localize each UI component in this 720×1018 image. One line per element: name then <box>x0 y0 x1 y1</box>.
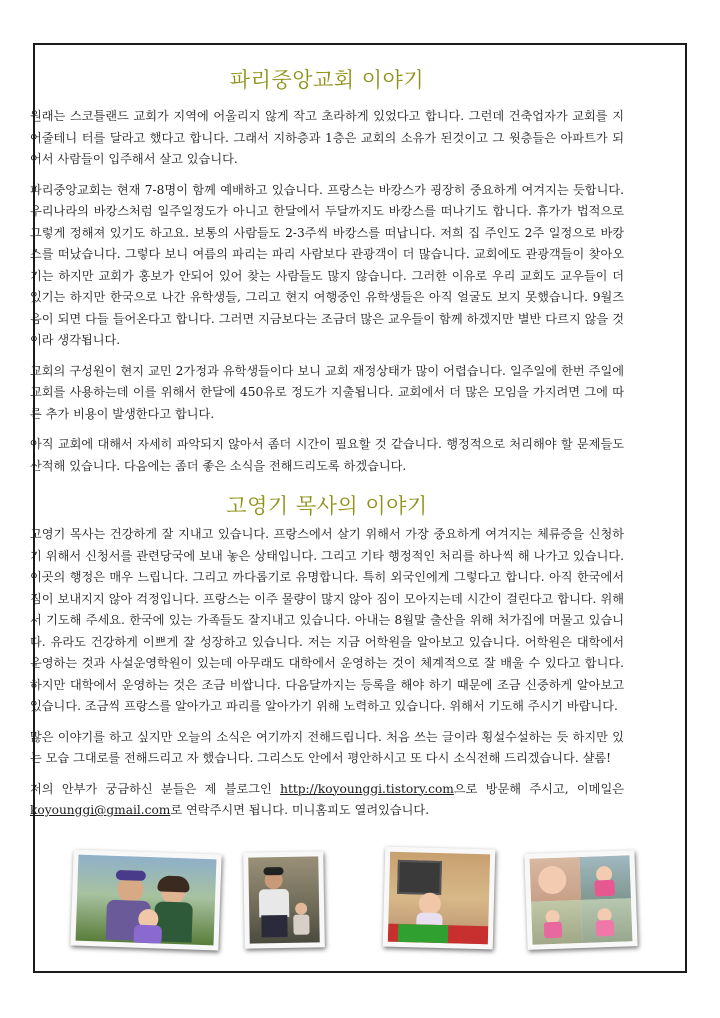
church-story-title: 파리중앙교회 이야기 <box>229 68 425 92</box>
contact-text-3: 로 연락주시면 됩니다. 미니홈피도 열려있습니다. <box>170 803 430 817</box>
baby-collage-photo <box>524 850 637 950</box>
contact-text-1: 저의 안부가 궁금하신 분들은 제 블로그인 <box>30 781 281 796</box>
church-story-paragraph: 원래는 스코틀랜드 교회가 지역에 어울리지 않게 작고 초라하게 있었다고 합니다. 그런데 건축업자가 교회를 지어줄테니 터를 달라고 했다고 합니다. 그래서 지하층과 1층은 교회의 소유가 된것이고 그 윗층들은 아파트가 되어서 사람들이 입주해서 살고 있습니다. <box>30 109 624 166</box>
family-photo <box>70 849 221 950</box>
pastor-story-section <box>30 490 624 831</box>
church-story-paragraph: 교회의 구성원이 현지 교민 2가정과 유학생들이다 보니 교회 재정상태가 많이 어렵습니다. 일주일에 한번 주일에 교회를 사용하는데 이를 위해서 한달에 450유로 정도가 지출됩니다. 교회에서 더 많은 모임을 가지려면 그에 따른 추가 비용이 발생한다고 합니다. <box>30 363 624 421</box>
contact-text-2: 으로 방문해 주시고, 이메일은 <box>453 781 625 796</box>
baby-indoors-photo <box>383 847 496 950</box>
blog-link[interactable]: http://koyounggi.tistory.com <box>280 781 454 796</box>
pastor-story-paragraph: 고영기 목사는 건강하게 잘 지내고 있습니다. 프랑스에서 살기 위해서 가장 중요하게 여겨지는 체류증을 신청하기 위해서 신청서를 관련당국에 보내 놓은 상태입니다. 그리고 기타 행정적인 처리를 하나씩 해 나가고 있습니다. 이곳의 행정은 매우 느립니다. 그리고 까다롭기로 유명합니다. 특히 외국인에게 그렇다고 합니다. 아직 한국에서 짐이 보내지지 않아 걱정입니다. 프랑스는 이주 물량이 많지 않아 짐이 모아지는데 시간이 걸린다고 합니다. 위해서 기도해 주세요. 한국에 있는 가족들도 잘지내고 있습니다. 아내는 8월말 출산을 위해 처가집에 머물고 있습니다. 유라도 건강하게 이쁘게 잘 성장하고 있습니다. 저는 지금 어학원을 알아보고 있습니다. 어학원은 대학에서 운영하는 것과 사설운영학원이 있는데 아무래도 대학에서 운영하는 것이 체계적으로 잘 배울 수 있다고 합니다. 하지만 대학에서 운영하는 것은 조금 비쌉니다. 다음달까지는 등록을 해야 하기 때문에 조금 신중하게 알아보고 있습니다. 조금씩 프랑스를 알아가고 파리를 알아가기 위해 노력하고 있습니다. 위해서 기도해 주시기 바랍니다. <box>30 527 624 713</box>
pastor-story-title: 고영기 목사의 이야기 <box>226 494 428 518</box>
church-story-paragraph: 파리중앙교회는 현재 7-8명이 함께 예배하고 있습니다. 프랑스는 바캉스가 굉장히 중요하게 여겨지는 듯합니다. 우리나라의 바캉스처럼 일주일정도가 아니고 한달에서 두달까지도 바캉스를 떠나기도 합니다. 휴가가 법적으로 그렇게 정해져 있기도 하고요. 보통의 사람들도 2-3주씩 바캉스를 떠납니다. 저희 집 주인도 2주 일정으로 바캉스를 떠났습니다. 그렇다 보니 여름의 파리는 파리 사람보다 관광객이 더 많습니다. 교회에도 관광객들이 찾아오기는 하지만 교회가 홍보가 안되어 있어 찾는 사람들도 많지 않습니다. 그러한 이유로 우리 교회도 교우들이 더 있기는 하지만 한국으로 나간 유학생들, 그리고 현지 여행중인 유학생들은 아직 얼굴도 보지 못했습니다. 9월즈음이 되면 다들 들어온다고 합니다. 그러면 지금보다는 조금더 많은 교우들이 함께 하겠지만 별반 다르지 않을 것이라 생각됩니다. <box>30 182 624 347</box>
email-link[interactable]: koyounggi@gmail.com <box>30 803 171 817</box>
church-story-paragraph: 아직 교회에 대해서 자세히 파악되지 않아서 좀더 시간이 필요할 것 같습니다. 행정적으로 처리해야 할 문제들도 산적해 있습니다. 다음에는 좀더 좋은 소식을 전해드리도록 하겠습니다. <box>30 437 624 473</box>
pastor-with-child-photo <box>243 851 325 948</box>
contact-paragraph <box>30 779 624 822</box>
church-story-section <box>30 64 624 486</box>
pastor-story-paragraph: 많은 이야기를 하고 싶지만 오늘의 소식은 여기까지 전해드립니다. 처음 쓰는 글이라 횡설수설하는 듯 하지만 있는 모습 그대로를 전해드리고 자 했습니다. 그리스도 안에서 평안하시고 또 다시 소식전해 드리겠습니다. 샬롬! <box>30 729 624 765</box>
